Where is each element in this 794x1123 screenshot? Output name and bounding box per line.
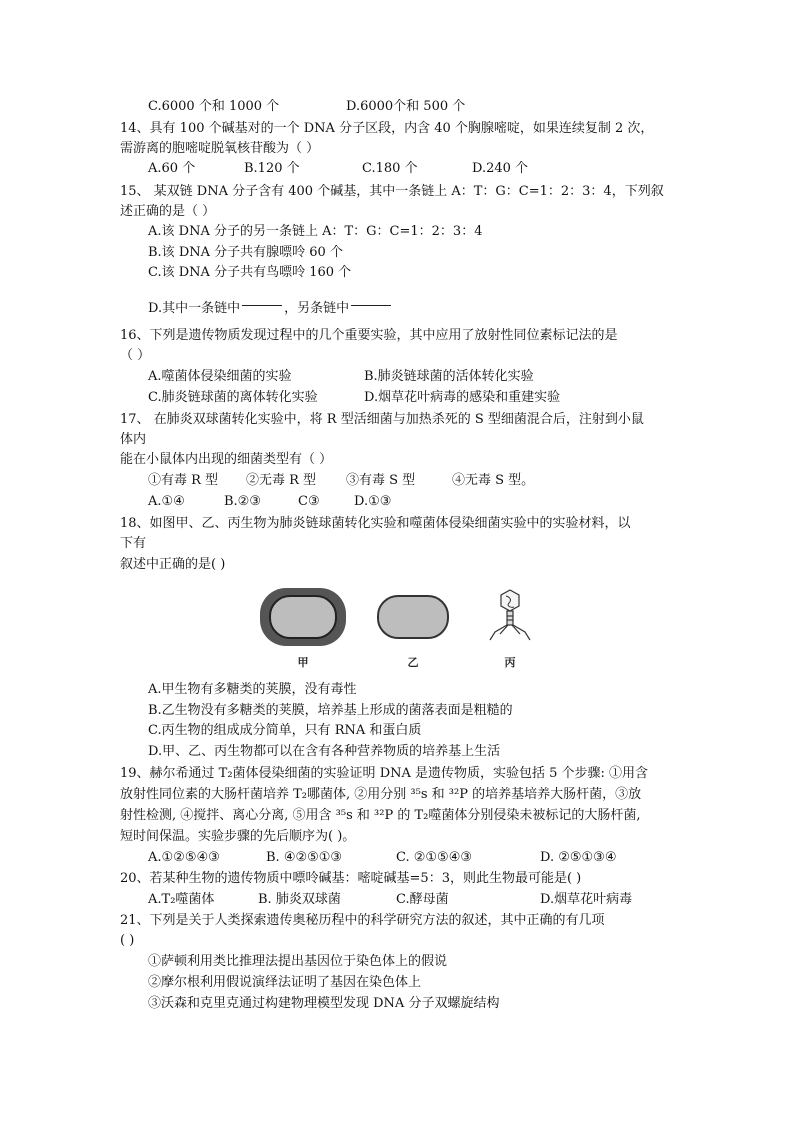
bacteria-phage-figure <box>250 582 540 672</box>
fraction-bar <box>351 305 391 306</box>
q14-option-b: B.120 个 <box>244 161 300 176</box>
q17-stem-line1: 17、 在肺炎双球菌转化实验中，将 R 型活细菌与加热杀死的 S 型细菌混合后，注射到小鼠 <box>120 412 644 427</box>
q18-option-d: D.甲、乙、丙生物都可以在含有各种营养物质的培养基上生活 <box>148 744 501 759</box>
q20-option-a: A.T₂噬菌体 <box>148 892 215 907</box>
q14-option-c: C.180 个 <box>362 161 418 176</box>
q14-option-a: A.60 个 <box>148 161 196 176</box>
figure-label-bing: 丙 <box>504 656 516 669</box>
q14-option-d: D.240 个 <box>472 161 529 176</box>
q16-option-d: D.烟草花叶病毒的感染和重建实验 <box>364 390 561 405</box>
q15-stem-line2: 述正确的是（ ） <box>120 204 216 219</box>
q19-option-a: A.①②⑤④③ <box>148 850 220 865</box>
q17-item: ④无毒 S 型。 <box>452 473 535 488</box>
q17-option-a: A.①④ <box>148 494 185 509</box>
q20-option-d: D.烟草花叶病毒 <box>540 892 633 907</box>
q15-option-c: C.该 DNA 分子共有鸟嘌呤 160 个 <box>148 265 352 280</box>
q16-option-a: A.噬菌体侵染细菌的实验 <box>148 369 292 384</box>
q15-option-d-prefix: D.其中一条链中 <box>148 301 241 316</box>
q16-option-c: C.肺炎链球菌的离体转化实验 <box>148 390 318 405</box>
q15-stem-line1: 15、 某双链 DNA 分子含有 400 个碱基，其中一条链上 A：T：G：C=1：2：3：4，下列叙 <box>120 184 664 199</box>
q18-stem-line3: 叙述中正确的是( ) <box>120 557 226 572</box>
q13-option-c: C.6000 个和 1000 个 <box>148 99 280 114</box>
q17-item: ①有毒 R 型 <box>148 473 219 488</box>
q16-stem-line1: 16、下列是遗传物质发现过程中的几个重要实验，其中应用了放射性同位素标记法的是 <box>120 328 618 343</box>
q19-stem-line4: 短时间保温。实验步骤的先后顺序为( )。 <box>120 829 356 844</box>
q13-option-d: D.6000个和 500 个 <box>346 99 466 114</box>
rough-bacterium <box>378 596 448 638</box>
q21-stem-line2: ( ) <box>120 933 135 948</box>
q17-stem-line2: 体内 <box>120 432 147 447</box>
q17-item: ③有毒 S 型 <box>346 473 416 488</box>
q21-stem-line1: 21、下列是关于人类探索遗传奥秘历程中的科学研究方法的叙述，其中正确的有几项 <box>120 913 605 928</box>
bacteriophage-icon <box>490 590 530 640</box>
q15-option-d-middle: ，另条链中 <box>284 301 350 316</box>
q15-option-d <box>148 300 393 318</box>
q21-item: ③沃森和克里克通过构建物理模型发现 DNA 分子双螺旋结构 <box>148 996 500 1011</box>
q16-stem-line2: （ ） <box>120 348 151 363</box>
q20-option-c: C.酵母菌 <box>396 892 449 907</box>
q14-stem-line1: 14、具有 100 个碱基对的一个 DNA 分子区段，内含 40 个胸腺嘧啶，如果连续复制 2 次， <box>120 121 654 136</box>
q21-item: ②摩尔根利用假说演绎法证明了基因在染色体上 <box>148 975 422 990</box>
q19-option-c: C. ②①⑤④③ <box>396 850 473 865</box>
q19-stem-line2: 放射性同位素的大肠杆菌培养 T₂哪菌体, ②用分别 ³⁵s 和 ³²P 的培养基培养大肠杆菌，③放 <box>120 787 642 802</box>
capsule-bacterium-inner <box>270 596 336 638</box>
figure-label-yi: 乙 <box>407 656 419 669</box>
q17-option-b: B.②③ <box>224 494 261 509</box>
q18-stem-line1: 18、如图甲、乙、丙生物为肺炎链球菌转化实验和噬菌体侵染细菌实验中的实验材料，以 <box>120 516 631 531</box>
q17-option-c: C③ <box>298 494 320 509</box>
q16-option-b: B.肺炎链球菌的活体转化实验 <box>364 369 534 384</box>
q18-option-b: B.乙生物没有多糖类的荚膜，培养基上形成的菌落表面是粗糙的 <box>148 703 513 718</box>
q17-option-d: D.①③ <box>354 494 392 509</box>
q15-option-b: B.该 DNA 分子共有腺嘌呤 60 个 <box>148 245 343 260</box>
q15-option-a: A.该 DNA 分子的另一条链上 A：T：G：C=1：2：3：4 <box>148 224 483 239</box>
q20-option-b: B. 肺炎双球菌 <box>258 892 341 907</box>
q19-option-d: D. ②⑤①③④ <box>540 850 617 865</box>
q18-option-c: C.丙生物的组成成分简单，只有 RNA 和蛋白质 <box>148 723 422 738</box>
q18-option-a: A.甲生物有多糖类的荚膜，没有毒性 <box>148 682 357 697</box>
q19-stem-line1: 19、赫尔希通过 T₂菌体侵染细菌的实验证明 DNA 是遗传物质，实验包括 5 个步骤: ①用含 <box>120 766 649 781</box>
q14-stem-line2: 需游离的胞嘧啶脱氧核苷酸为（ ） <box>120 141 320 156</box>
q20-stem-line1: 20、若某种生物的遗传物质中嘌呤碱基：嘧啶碱基=5：3，则此生物最可能是( ) <box>120 871 582 886</box>
q21-item: ①萨顿利用类比推理法提出基因位于染色体上的假说 <box>148 954 448 969</box>
q17-stem-line3: 能在小鼠体内出现的细菌类型有（ ） <box>120 452 333 467</box>
q18-stem-line2: 下有 <box>120 536 147 551</box>
q19-stem-line3: 射性检测, ④搅拌、离心分离, ⑤用含 ³⁵s 和 ³²P 的 T₂噬菌体分别侵染未被标记的大肠杆菌, <box>120 808 641 823</box>
q19-option-b: B. ④②⑤①③ <box>266 850 343 865</box>
fraction-bar <box>242 305 282 306</box>
q17-item: ②无毒 R 型 <box>246 473 317 488</box>
figure-label-jia: 甲 <box>297 656 309 669</box>
